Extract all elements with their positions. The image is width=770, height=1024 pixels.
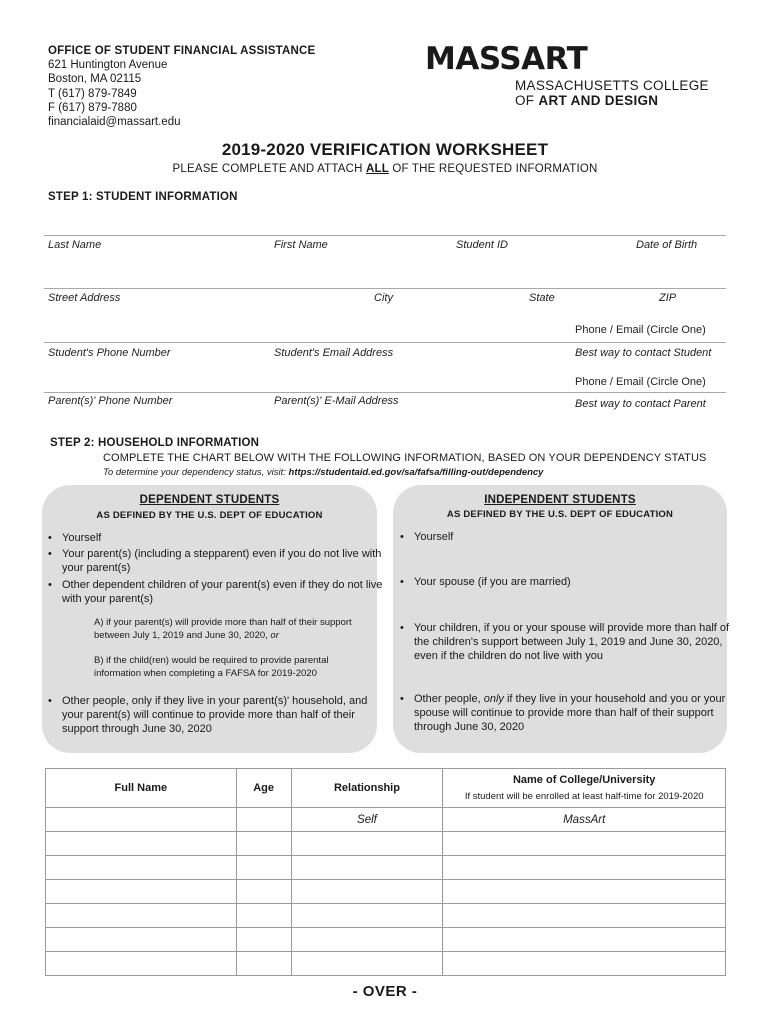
- cell-full-name[interactable]: [46, 928, 237, 952]
- independent-bullet-spouse: • Your spouse (if you are married): [400, 575, 736, 589]
- cell-relationship[interactable]: [291, 832, 443, 856]
- cell-full-name[interactable]: [46, 832, 237, 856]
- table-header-row: [46, 769, 726, 808]
- zip-field[interactable]: ZIP: [659, 292, 677, 304]
- office-heading: OFFICE OF STUDENT FINANCIAL ASSISTANCE: [48, 45, 316, 57]
- office-address-line2: Boston, MA 02115: [48, 73, 142, 86]
- state-field[interactable]: State: [529, 292, 555, 304]
- cell-college[interactable]: [443, 928, 726, 952]
- contact-student-label: Best way to contact Student: [575, 347, 712, 359]
- dependent-subheading: AS DEFINED BY THE U.S. DEPT OF EDUCATION: [96, 510, 323, 521]
- table-row: [46, 880, 726, 904]
- logo-line1: MASSACHUSETTS COLLEGE: [515, 78, 709, 93]
- contact-parent-label: Best way to contact Parent: [575, 398, 706, 410]
- independent-bullet-yourself: • Yourself: [400, 530, 736, 544]
- street-address-field[interactable]: Street Address: [48, 292, 121, 304]
- circle-one-note-parent[interactable]: Phone / Email (Circle One): [575, 376, 706, 388]
- independent-subheading: AS DEFINED BY THE U.S. DEPT OF EDUCATION: [446, 509, 674, 520]
- condition-a-or: or: [270, 629, 279, 641]
- office-info: [48, 44, 315, 129]
- table-row: [46, 808, 726, 832]
- col-college-title: Name of College/University: [512, 774, 656, 786]
- cell-age[interactable]: [236, 904, 291, 928]
- row-divider: [44, 392, 726, 393]
- dependency-link-prefix: To determine your dependency status, visit:: [103, 467, 286, 478]
- dependent-condition-b: B) if the child(ren) would be required to provide parental information when completing a FAFSA for 2019-2020: [94, 655, 329, 679]
- cell-full-name[interactable]: [46, 880, 237, 904]
- page-subtitle: [0, 163, 770, 175]
- over-footer: - OVER -: [352, 983, 418, 1000]
- office-email: financialaid@massart.edu: [48, 116, 181, 129]
- cell-college[interactable]: MassArt: [443, 808, 726, 832]
- page-title: 2019-2020 VERIFICATION WORKSHEET: [221, 140, 549, 159]
- col-age: Age: [236, 769, 291, 808]
- dependent-bullet-other-people: • Other people, only if they live in your parent(s)' household, and your parent(s) will continue to provide more than half of their support through June 30, 2020: [48, 694, 384, 736]
- parent-email-field[interactable]: Parent(s)' E-Mail Address: [274, 395, 399, 407]
- col-college: [443, 769, 726, 808]
- step1-heading: STEP 1: STUDENT INFORMATION: [48, 191, 238, 203]
- cell-age[interactable]: [236, 928, 291, 952]
- col-full-name: Full Name: [46, 769, 237, 808]
- cell-college[interactable]: [443, 880, 726, 904]
- student-email-field[interactable]: Student's Email Address: [274, 347, 394, 359]
- step2-instruction: COMPLETE THE CHART BELOW WITH THE FOLLOWING INFORMATION, BASED ON YOUR DEPENDENCY STATUS: [103, 452, 707, 464]
- dependent-heading: DEPENDENT STUDENTS: [139, 494, 280, 506]
- table-row: [46, 952, 726, 976]
- independent-bullet-other-people: [400, 692, 736, 734]
- parent-phone-field[interactable]: Parent(s)' Phone Number: [48, 395, 173, 407]
- office-phone: T (617) 879-7849: [48, 87, 137, 100]
- independent-heading: INDEPENDENT STUDENTS: [484, 494, 636, 506]
- cell-relationship[interactable]: [291, 880, 443, 904]
- student-phone-field[interactable]: Student's Phone Number: [48, 347, 171, 359]
- household-table: [45, 768, 726, 976]
- col-relationship: Relationship: [291, 769, 443, 808]
- last-name-field[interactable]: Last Name: [48, 239, 102, 251]
- other-people-only: only: [483, 693, 504, 705]
- table-row: [46, 928, 726, 952]
- dependent-condition-a: [94, 617, 366, 642]
- row-divider: [44, 342, 726, 343]
- independent-bullet-children: • Your children, if you or your spouse will provide more than half of the children's support between July 1, 2019 and June 30, 2020, even if the children do not live with you: [400, 621, 736, 663]
- dependent-bullet-yourself: • Yourself: [48, 531, 384, 545]
- dependent-bullet-parents: • Your parent(s) (including a stepparent) even if you do not live with your parent(s): [48, 547, 384, 575]
- cell-relationship[interactable]: [291, 856, 443, 880]
- table-row: [46, 832, 726, 856]
- cell-college[interactable]: [443, 904, 726, 928]
- logo-line2: [515, 93, 709, 108]
- cell-age[interactable]: [236, 856, 291, 880]
- office-fax: F (617) 879-7880: [48, 101, 137, 114]
- dependency-link[interactable]: https://studentaid.ed.gov/sa/fafsa/filling-out/dependency: [288, 467, 544, 478]
- row-divider: [44, 235, 726, 236]
- office-address-line1: 621 Huntington Avenue: [48, 59, 168, 72]
- cell-full-name[interactable]: [46, 808, 237, 832]
- logo-wordmark: MASSART: [425, 41, 588, 77]
- dependency-link-line: [103, 467, 543, 478]
- row-divider: [44, 288, 726, 289]
- cell-age[interactable]: [236, 952, 291, 976]
- cell-age[interactable]: [236, 880, 291, 904]
- city-field[interactable]: City: [374, 292, 393, 304]
- cell-college[interactable]: [443, 856, 726, 880]
- cell-full-name[interactable]: [46, 952, 237, 976]
- cell-college[interactable]: [443, 832, 726, 856]
- table-row: [46, 904, 726, 928]
- cell-relationship[interactable]: Self: [291, 808, 443, 832]
- step2-heading: STEP 2: HOUSEHOLD INFORMATION: [50, 437, 260, 449]
- other-people-post: if they live in your household and you or your spouse will continue to provide more than half of their support through June 30, 2020: [414, 693, 726, 733]
- subtitle-pre: PLEASE COMPLETE AND ATTACH: [172, 163, 366, 175]
- cell-relationship[interactable]: [291, 928, 443, 952]
- col-college-subtitle: If student will be enrolled at least half-time for 2019-2020: [464, 791, 704, 802]
- other-people-pre: Other people,: [414, 693, 484, 705]
- table-row: [46, 856, 726, 880]
- student-id-field[interactable]: Student ID: [456, 239, 508, 251]
- subtitle-post: OF THE REQUESTED INFORMATION: [388, 163, 598, 175]
- date-of-birth-field[interactable]: Date of Birth: [636, 239, 698, 251]
- cell-full-name[interactable]: [46, 904, 237, 928]
- cell-relationship[interactable]: [291, 904, 443, 928]
- circle-one-note-student[interactable]: Phone / Email (Circle One): [575, 324, 706, 336]
- cell-full-name[interactable]: [46, 856, 237, 880]
- dependent-bullet-other-children: • Other dependent children of your parent(s) even if they do not live with your parent(s): [48, 578, 384, 606]
- cell-age[interactable]: [236, 832, 291, 856]
- cell-age[interactable]: [236, 808, 291, 832]
- condition-a-text: A) if your parent(s) will provide more than half of their support between July 1, 2019 and June 30, 2020,: [94, 617, 352, 641]
- subtitle-emphasis: ALL: [365, 163, 389, 175]
- cell-college[interactable]: [443, 952, 726, 976]
- cell-relationship[interactable]: [291, 952, 443, 976]
- logo-line2-bold: ART AND DESIGN: [538, 93, 659, 108]
- massart-logo: [425, 41, 709, 108]
- logo-line2-prefix: OF: [515, 93, 539, 108]
- first-name-field[interactable]: First Name: [274, 239, 328, 251]
